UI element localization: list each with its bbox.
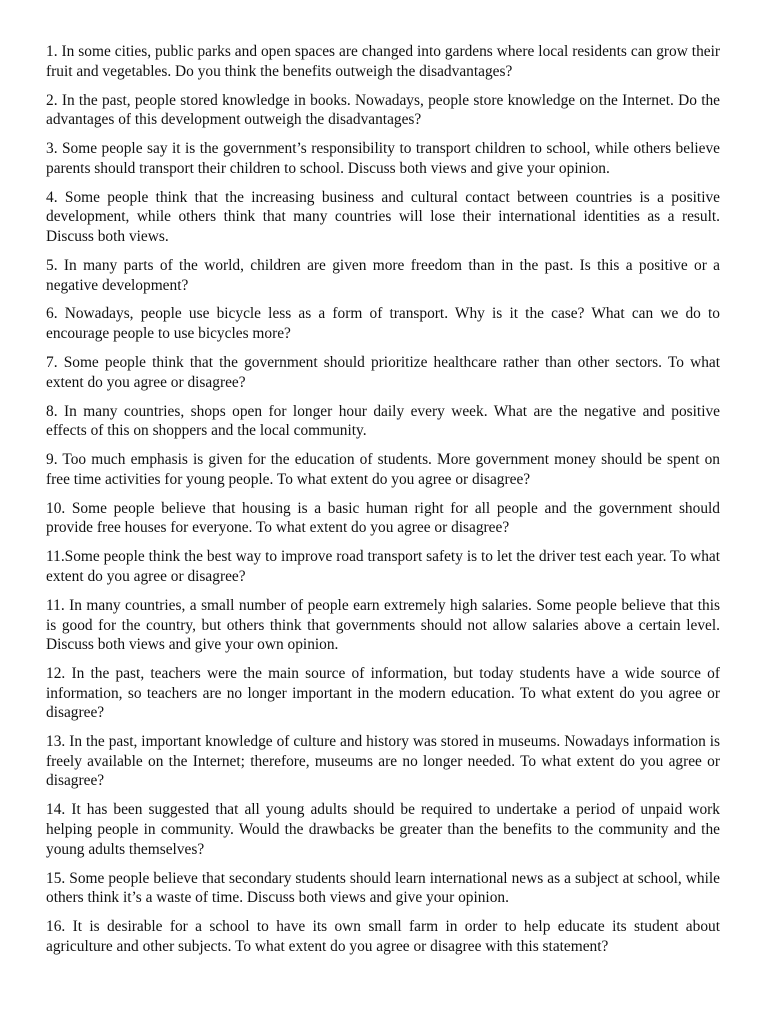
question-13: 13. In the past, important knowledge of culture and history was stored in museums. Nowadays information is freely available on the Internet; therefore, museums are no longer needed. To what extent do you agree or disagree?	[46, 733, 720, 790]
question-10: 10. Some people believe that housing is a basic human right for all people and the government should provide free houses for everyone. To what extent do you agree or disagree?	[46, 499, 720, 537]
question-2: 2. In the past, people stored knowledge in books. Nowadays, people store knowledge on the Internet. Do the advantages of this development outweigh the disadvantages?	[46, 91, 720, 129]
question-7: 7. Some people think that the government should prioritize healthcare rather than other sectors. To what extent do you agree or disagree?	[46, 354, 720, 391]
question-5: 5. In many parts of the world, children are given more freedom than in the past. Is this a positive or a negative development?	[46, 256, 720, 294]
question-4: 4. Some people think that the increasing business and cultural contact between countries is a positive development, while others think that many countries will lose their international identities as a result. Discuss both views.	[46, 188, 720, 245]
document-page	[46, 42, 720, 966]
question-11a: 11.Some people think the best way to improve road transport safety is to let the driver test each year. To what extent do you agree or disagree?	[46, 548, 720, 585]
question-14: 14. It has been suggested that all young adults should be required to undertake a period of unpaid work helping people in community. Would the drawbacks be greater than the benefits to the community and the young adults themselves?	[46, 801, 720, 858]
question-3: 3. Some people say it is the government’s responsibility to transport children to school, while others believe parents should transport their children to school. Discuss both views and give your opinion.	[46, 140, 720, 177]
question-15: 15. Some people believe that secondary students should learn international news as a subject at school, while others think it’s a waste of time. Discuss both views and give your opinion.	[46, 869, 720, 907]
question-6: 6. Nowadays, people use bicycle less as a form of transport. Why is it the case? What can we do to encourage people to use bicycles more?	[46, 305, 720, 343]
question-1: 1. In some cities, public parks and open spaces are changed into gardens where local residents can grow their fruit and vegetables. Do you think the benefits outweigh the disadvantages?	[46, 43, 720, 80]
question-11b: 11. In many countries, a small number of people earn extremely high salaries. Some people believe that this is good for the country, but others think that governments should not allow salaries above a certain level. Discuss both views and give your own opinion.	[46, 596, 720, 654]
question-8: 8. In many countries, shops open for longer hour daily every week. What are the negative and positive effects of this on shoppers and the local community.	[46, 402, 720, 440]
question-9: 9. Too much emphasis is given for the education of students. More government money should be spent on free time activities for young people. To what extent do you agree or disagree?	[46, 451, 720, 488]
question-16: 16. It is desirable for a school to have its own small farm in order to help educate its student about agriculture and other subjects. To what extent do you agree or disagree with this statement?	[46, 918, 720, 955]
question-12: 12. In the past, teachers were the main source of information, but today students have a wide source of information, so teachers are no longer important in the modern education. To what extent do you agree or disagree?	[46, 665, 720, 722]
